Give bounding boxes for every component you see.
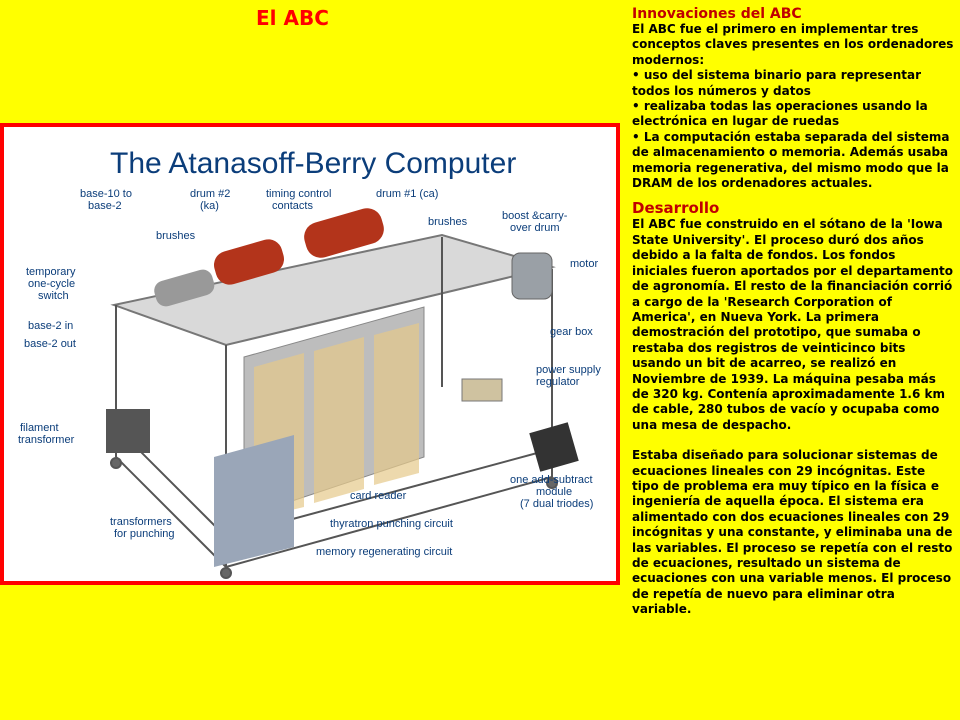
label-drum1: drum #1 (ca) xyxy=(376,188,439,200)
desarrollo-heading: Desarrollo xyxy=(632,199,720,218)
power-supply-box xyxy=(462,379,502,401)
desarrollo-paragraph-1: El ABC fue construido en el sótano de la 'Iowa State University'. El proceso duró dos años debido a la falta de fondos. Los fondos iniciales fueron aportados por el departamento de agronomía. El resto de la financiación corrió a cargo de la 'Research Corporation of America', en Nueva York. La primera demostración del prototipo, que sumaba o restaba dos registros de veinticinco bits usando un bit de acarreo, se realizó en Noviembre de 1939. La máquina pesaba más de 320 kg. Contenía aproximadamente 1.6 km de cable, 280 tubos de vacío y ocupaba como una mesa de despacho. xyxy=(632,217,953,432)
slide-title: El ABC xyxy=(256,6,329,30)
label-timing: timing control xyxy=(266,188,332,200)
label-brushes-right: brushes xyxy=(428,216,468,228)
label-psu: power supply xyxy=(536,364,601,376)
transformers-box xyxy=(214,435,294,567)
label-boost: boost &carry- xyxy=(502,210,568,222)
abc-diagram-frame xyxy=(0,123,620,585)
label-gearbox: gear box xyxy=(550,326,593,338)
label-addsubc: (7 dual triodes) xyxy=(520,498,594,510)
label-drum2b: (ka) xyxy=(200,200,219,212)
text-column xyxy=(632,6,954,618)
label-boostb: over drum xyxy=(510,222,560,234)
label-cardreader: card reader xyxy=(350,490,407,502)
innovaciones-bullet-3: • La computación estaba separada del sistema de almacenamiento o memoria. Además usaba memoria regenerativa, del mismo modo que la DRAM de los ordenadores actuales. xyxy=(632,129,950,191)
label-base2in: base-2 in xyxy=(28,320,74,332)
innovaciones-bullet-1: • uso del sistema binario para representar todos los números y datos xyxy=(632,68,921,98)
label-transformers: transformers xyxy=(110,516,172,528)
label-tempc: switch xyxy=(38,290,69,302)
label-tempb: one-cycle xyxy=(28,278,76,290)
label-base2out: base-2 out xyxy=(24,338,76,350)
illustration-title: The Atanasoff-Berry Computer xyxy=(110,147,517,180)
label-temp: temporary xyxy=(26,266,76,278)
label-base10: base-10 to xyxy=(80,188,132,200)
label-motor: motor xyxy=(570,258,599,270)
label-thyratron: thyratron punching circuit xyxy=(330,518,453,530)
innovaciones-bullet-2: • realizaba todas las operaciones usando la electrónica en lugar de ruedas xyxy=(632,99,928,129)
add-subtract-module xyxy=(529,422,578,471)
label-memregen: memory regenerating circuit xyxy=(316,546,453,558)
label-transformersb: for punching xyxy=(114,528,175,540)
label-filament: filament xyxy=(20,422,59,434)
innovaciones-intro: El ABC fue el primero en implementar tres conceptos claves presentes en los ordenadores modernos: xyxy=(632,22,954,67)
filament-transformer-box xyxy=(106,409,150,453)
label-drum2: drum #2 xyxy=(190,188,231,200)
desarrollo-paragraph-2: Estaba diseñado para solucionar sistemas de ecuaciones lineales con 29 incógnitas. Este tipo de problema era muy típico en la física e ingeniería de aquella época. El sistema era alimentado con dos ecuaciones lineales con 29 incógnitas y una constante, y eliminaba una de las variables. El proceso se repetía con el resto de ecuaciones, resultado un sistema de ecuaciones con una variable menos. El proceso de repetía de nuevo para eliminar otra variable. xyxy=(632,448,953,617)
label-addsub: one add-subtract xyxy=(510,474,593,486)
label-addsubb: module xyxy=(536,486,573,498)
label-base10b: base-2 xyxy=(88,200,122,212)
label-psub: regulator xyxy=(536,376,580,388)
label-timingb: contacts xyxy=(272,200,313,212)
innovaciones-heading: Innovaciones del ABC xyxy=(632,6,802,22)
label-filamentb: transformer xyxy=(18,434,75,446)
abc-machine-illustration xyxy=(4,127,616,581)
motor xyxy=(512,253,552,299)
label-brushes-left: brushes xyxy=(156,230,196,242)
